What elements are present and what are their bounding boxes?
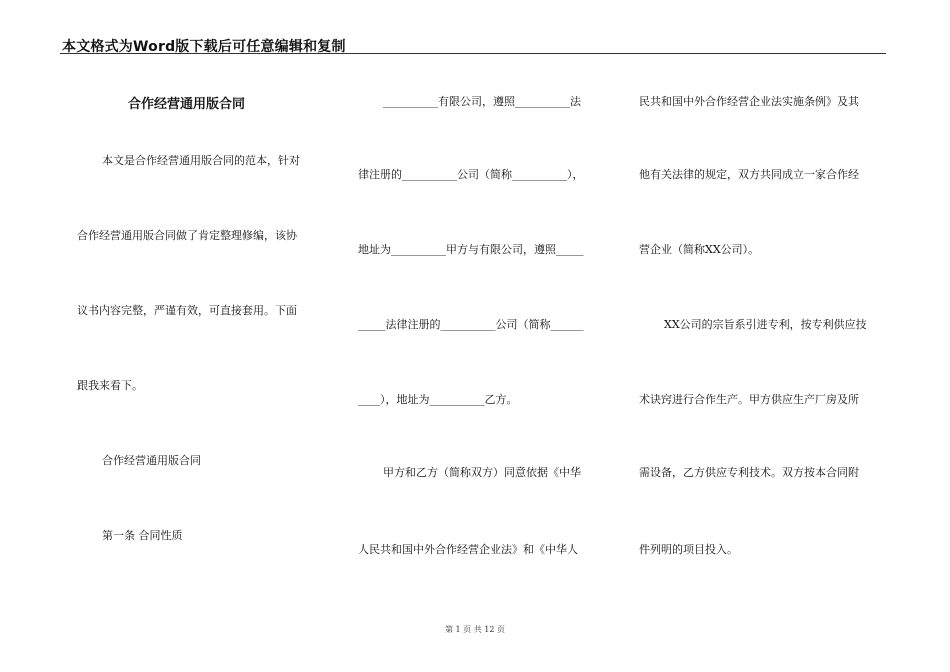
left-line-2: 合作经营通用版合同做了肯定整理修编，该协 (77, 229, 297, 242)
middle-line-5: ____），地址为__________乙方。 (358, 393, 518, 406)
middle-line-1: __________有限公司，遵照__________法 (383, 95, 581, 108)
right-line-6: 需设备，乙方供应专利技术。双方按本合同附 (639, 466, 859, 479)
middle-line-6: 甲方和乙方（简称双方）同意依据《中华 (383, 466, 581, 479)
middle-line-3: 地址为__________甲方与有限公司，遵照_____ (358, 243, 584, 256)
right-line-4: XX公司的宗旨系引进专利，按专利供应技 (664, 318, 867, 331)
document-heading: 合作经营通用版合同 (128, 97, 246, 112)
left-line-1: 本文是合作经营通用版合同的范本，针对 (102, 154, 300, 167)
left-line-6: 第一条 合同性质 (102, 529, 183, 542)
middle-line-4: _____法律注册的__________公司（简称______ (358, 318, 584, 331)
header-rule (60, 53, 886, 54)
middle-line-7: 人民共和国中外合作经营企业法》和《中华人 (358, 543, 578, 556)
right-line-2: 他有关法律的规定，双方共同成立一家合作经 (639, 168, 859, 181)
left-line-4: 跟我来看下。 (77, 379, 143, 392)
right-line-7: 件列明的项目投入。 (639, 543, 738, 556)
header-title: 本文格式为Word版下载后可任意编辑和复制 (62, 39, 346, 55)
page-indicator: 第 1 页 共 12 页 (445, 625, 505, 634)
right-line-1: 民共和国中外合作经营企业法实施条例》及其 (639, 95, 859, 108)
left-line-5: 合作经营通用版合同 (102, 454, 201, 467)
right-line-3: 营企业（简称XX公司）。 (639, 243, 760, 256)
middle-line-2: 律注册的__________公司（简称__________）， (358, 168, 584, 181)
right-line-5: 术诀窍进行合作生产。甲方供应生产厂房及所 (639, 393, 859, 406)
left-line-3: 议书内容完整，严谨有效，可直接套用。下面 (77, 304, 297, 317)
